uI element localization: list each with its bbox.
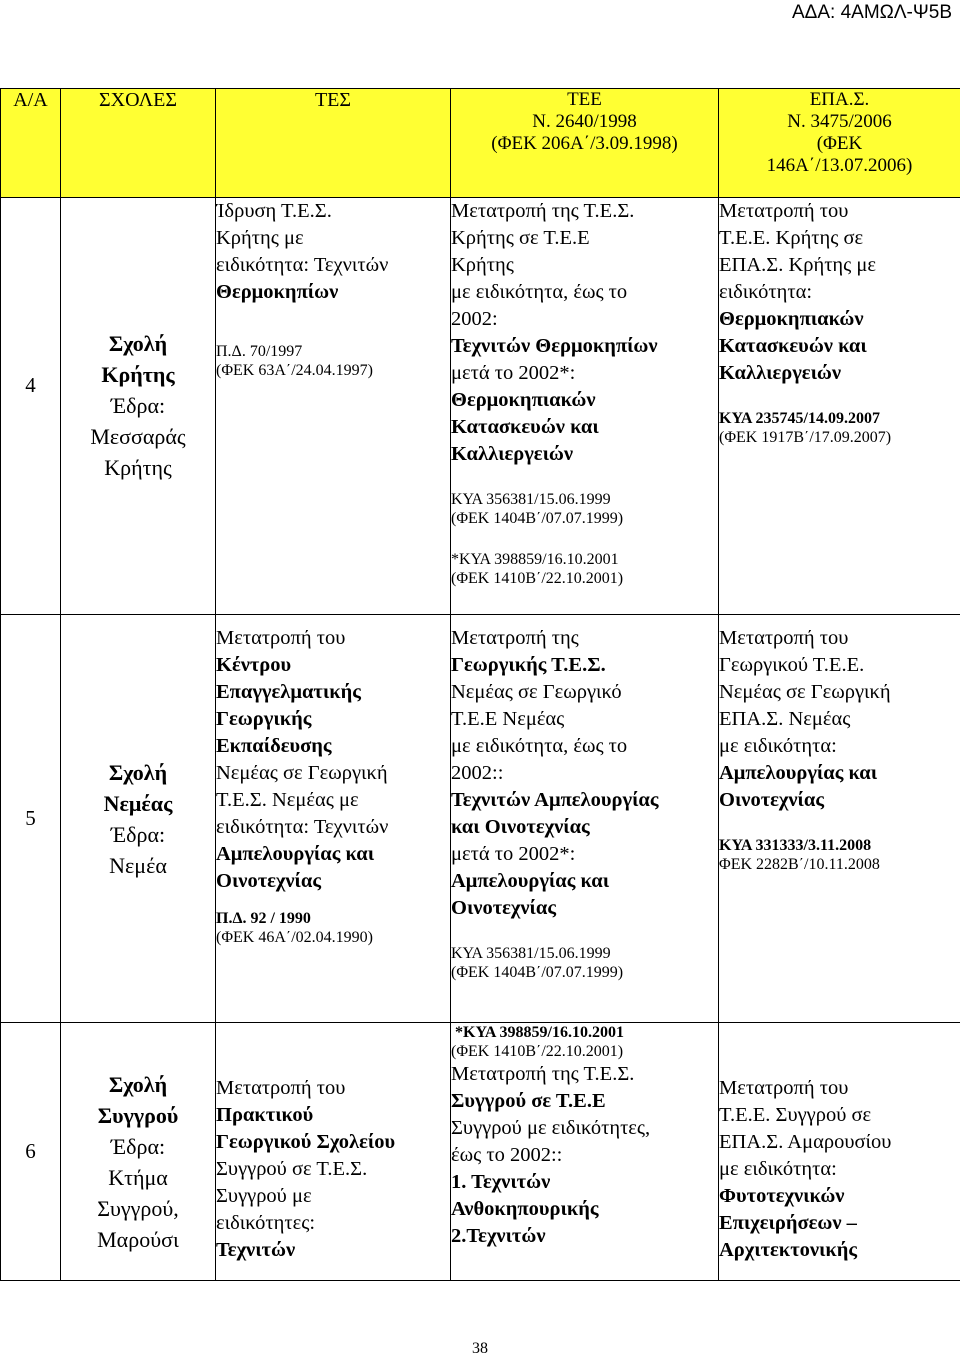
school-cell: Σχολή Συγγρού Έδρα: Κτήμα Συγγρού, Μαρούσι <box>61 1023 216 1281</box>
header-epas: ΕΠΑ.Σ. Ν. 3475/2006 (ΦΕΚ 146Α΄/13.07.2006) <box>719 89 960 198</box>
header-tes: ΤΕΣ <box>216 89 451 198</box>
row-number: 4 <box>1 198 61 615</box>
table-row <box>1 1023 960 1281</box>
page-number: 38 <box>472 1340 488 1357</box>
tee-cell: Μετατροπή της Τ.Ε.Σ. Κρήτης σε Τ.Ε.Ε Κρήτης με ειδικότητα, έως το 2002: Τεχνιτών Θερμοκηπίων μετά το 2002*: Θερμοκηπιακών Κατασκευών και Καλλιεργειών ΚΥΑ 356381/15.06.1999 (ΦΕΚ 1404Β΄/07.07.1999) *ΚΥΑ 398859/16.10.2001 (ΦΕΚ 1410Β΄/22.10.2001) <box>451 198 719 615</box>
epas-cell: Μετατροπή του Τ.Ε.Ε. Κρήτης σε ΕΠΑ.Σ. Κρήτης με ειδικότητα: Θερμοκηπιακών Κατασκευών και Καλλιεργειών ΚΥΑ 235745/14.09.2007 (ΦΕΚ 1917Β΄/17.09.2007) <box>719 198 960 615</box>
header-row <box>1 89 960 198</box>
tee-cell: *ΚΥΑ 398859/16.10.2001 (ΦΕΚ 1410Β΄/22.10.2001) Μετατροπή της Τ.Ε.Σ. Συγγρού σε Τ.Ε.Ε Συγγρού με ειδικότητες, έως το 2002:: 1. Τεχνιτών Ανθοκηπουρικής 2.Τεχνιτών <box>451 1023 719 1281</box>
table-row <box>1 198 960 615</box>
epas-cell: Μετατροπή του Γεωργικού Τ.Ε.Ε. Νεμέας σε Γεωργική ΕΠΑ.Σ. Νεμέας με ειδικότητα: Αμπελουργίας και Οινοτεχνίας ΚΥΑ 331333/3.11.2008 ΦΕΚ 2282Β΄/10.11.2008 <box>719 615 960 1023</box>
tes-cell: Μετατροπή του Κέντρου Επαγγελματικής Γεωργικής Εκπαίδευσης Νεμέας σε Γεωργική Τ.Ε.Σ. Νεμέας με ειδικότητα: Τεχνιτών Αμπελουργίας και Οινοτεχνίας Π.Δ. 92 / 1990 (ΦΕΚ 46Α΄/02.04.1990) <box>216 615 451 1023</box>
epas-cell: Μετατροπή του Τ.Ε.Ε. Συγγρού σε ΕΠΑ.Σ. Αμαρουσίου με ειδικότητα: Φυτοτεχνικών Επιχειρήσεων – Αρχιτεκτονικής <box>719 1023 960 1281</box>
header-schools: ΣΧΟΛΕΣ <box>61 89 216 198</box>
ada-code: ΑΔΑ: 4ΑΜΩΛ-Ψ5Β <box>792 2 952 23</box>
tes-cell: Ίδρυση Τ.Ε.Σ. Κρήτης με ειδικότητα: Τεχνιτών Θερμοκηπίων Π.Δ. 70/1997 (ΦΕΚ 63Α΄/24.04.1997) <box>216 198 451 615</box>
row-number: 5 <box>1 615 61 1023</box>
header-aa: Α/Α <box>1 89 61 198</box>
school-cell: Σχολή Κρήτης Έδρα: Μεσσαράς Κρήτης <box>61 198 216 615</box>
row-number: 6 <box>1 1023 61 1281</box>
tes-cell: Μετατροπή του Πρακτικού Γεωργικού Σχολείου Συγγρού σε Τ.Ε.Σ. Συγγρού με ειδικότητες: Τεχνιτών <box>216 1023 451 1281</box>
header-tee: ΤΕΕ Ν. 2640/1998 (ΦΕΚ 206Α΄/3.09.1998) <box>451 89 719 198</box>
schools-table <box>0 88 960 1281</box>
table-row <box>1 615 960 1023</box>
school-cell: Σχολή Νεμέας Έδρα: Νεμέα <box>61 615 216 1023</box>
tee-cell: Μετατροπή της Γεωργικής Τ.Ε.Σ. Νεμέας σε Γεωργικό Τ.Ε.Ε Νεμέας με ειδικότητα, έως το 2002:: Τεχνιτών Αμπελουργίας και Οινοτεχνίας μετά το 2002*: Αμπελουργίας και Οινοτεχνίας ΚΥΑ 356381/15.06.1999 (ΦΕΚ 1404Β΄/07.07.1999) <box>451 615 719 1023</box>
